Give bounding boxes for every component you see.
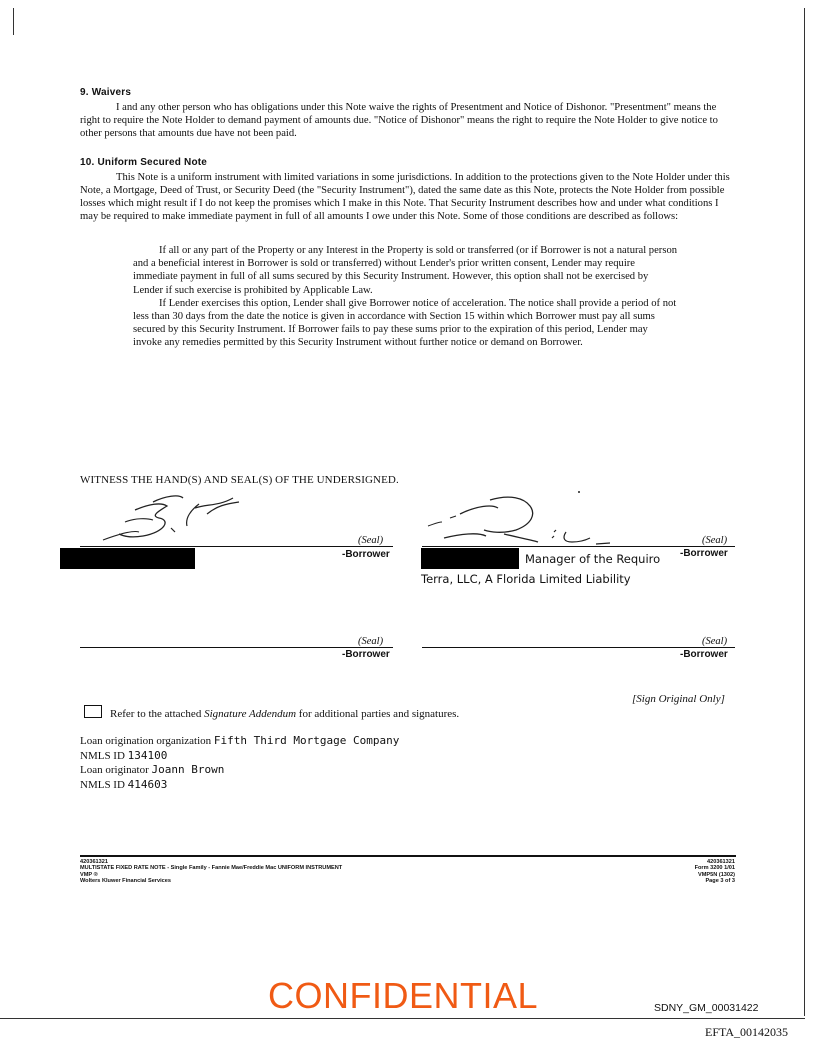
signature-line-right-top	[422, 546, 735, 547]
redaction-left	[60, 548, 195, 569]
section-9-text	[80, 101, 732, 140]
footer-left-vmp: VMP ®	[80, 871, 98, 878]
seal-label-right-bottom: (Seal)	[702, 636, 728, 647]
signature-line-right-bottom	[422, 647, 735, 648]
loan-originator-value: Joann Brown	[151, 763, 225, 777]
section-10-text	[80, 171, 732, 223]
witness-line: WITNESS THE HAND(S) AND SEAL(S) OF THE UNDERSIGNED.	[80, 474, 399, 486]
redaction-right	[421, 548, 519, 569]
nmls-originator-row	[80, 778, 399, 793]
section-9-heading: 9. Waivers	[80, 87, 132, 98]
footer-left-id: 420361321	[80, 859, 108, 865]
nmls-org-label: NMLS ID	[80, 749, 125, 762]
efta-number: EFTA_00142035	[705, 1025, 789, 1039]
signature-line-left-bottom	[80, 647, 393, 648]
quote-paragraph-1: If all or any part of the Property or any Interest in the Property is sold or transferred (or if Borrower is not a natural person and a beneficial interest in Borrower is sold or transferred) without Lender's prior written consent, Lender may require immediate payment in full of all sums secured by this Security Instrument. However, this option shall not be exercised by Lender if such exercise is prohibited by Applicable Law.	[133, 245, 678, 296]
footer-right	[695, 859, 735, 884]
signature-left-image	[95, 488, 255, 546]
addendum-italic: Signature Addendum	[204, 708, 297, 720]
footer-left-publisher: Wolters Kluwer Financial Services	[80, 877, 171, 884]
footer-right-id: 420361321	[707, 859, 735, 865]
footer-right-vmp: VMP5N (1302)	[698, 871, 735, 878]
borrower-label-right-bottom: -Borrower	[680, 649, 728, 660]
confidential-stamp: CONFIDENTIAL	[268, 975, 539, 1016]
nmls-originator-value: 414603	[127, 777, 168, 791]
nmls-org-value: 134100	[127, 748, 168, 762]
section-10-heading: 10. Uniform Secured Note	[80, 157, 208, 168]
footer-left-title: MULTISTATE FIXED RATE NOTE - Single Family - Fannie Mae/Freddie Mac UNIFORM INSTRUMENT	[80, 865, 343, 872]
addendum-prefix: Refer to the attached	[110, 708, 205, 720]
quote-paragraph-2: If Lender exercises this option, Lender shall give Borrower notice of acceleration. The notice shall provide a period of not less than 30 days from the date the notice is given in accordance with Section 15 within which Borrower must pay all sums secured by this Security Instrument. If Borrower fails to pay these sums prior to the expiration of this period, Lender may invoke any remedies permitted by this Security Instrument without further notice or demand on Borrower.	[133, 297, 677, 349]
section-10-quote	[133, 244, 678, 350]
seal-label-right-top: (Seal)	[702, 535, 728, 546]
seal-label-left-bottom: (Seal)	[358, 636, 384, 647]
bates-number: SDNY_GM_00031422	[654, 1002, 759, 1014]
footer-left	[80, 859, 342, 884]
addendum-suffix: for additional parties and signatures.	[296, 708, 460, 720]
borrower-label-left-top: -Borrower	[342, 549, 390, 560]
signature-right-image	[420, 492, 640, 550]
borrower-label-right-top: -Borrower	[680, 548, 728, 559]
right-margin-line	[804, 8, 805, 1016]
seal-label-left-top: (Seal)	[358, 535, 384, 546]
loan-originator-row	[80, 763, 399, 778]
signature-addendum-checkbox[interactable]	[84, 705, 102, 718]
footer-right-form: Form 3200 1/01	[694, 865, 735, 872]
loan-org-label: Loan origination organization	[80, 735, 212, 747]
addendum-text	[110, 708, 459, 720]
bottom-border-line	[0, 1018, 805, 1019]
signature-line-left-top	[80, 546, 393, 547]
section-10-paragraph: This Note is a uniform instrument with limited variations in some jurisdictions. In addition to the protections given to the Note Holder under this Note, a Mortgage, Deed of Trust, or Security Deed (the "Security Instrument"), dated the same date as this Note, protects the Note Holder from possible losses which might result if I do not keep the promises which I make in this Note. That Security Instrument describes how and under what conditions I may be required to make immediate payment in full of all amounts I owe under this Note. Some of those conditions are described as follows:	[80, 172, 730, 223]
nmls-originator-label: NMLS ID	[80, 778, 125, 791]
signature-dot	[578, 491, 580, 493]
loan-info	[80, 734, 399, 792]
section-9-paragraph: I and any other person who has obligations under this Note waive the rights of Presentment and Notice of Dishonor. "Presentment" means the right to require the Note Holder to demand payment of amounts due. "Notice of Dishonor" means the right to require the Note Holder to give notice to other persons that amounts due have not been paid.	[80, 102, 718, 140]
nmls-org-row	[80, 749, 399, 764]
left-margin-mark	[13, 8, 14, 35]
footer-rule	[80, 855, 736, 857]
loan-org-row	[80, 734, 399, 749]
loan-originator-label: Loan originator	[80, 764, 149, 777]
borrower-label-left-bottom: -Borrower	[342, 649, 390, 660]
loan-org-value: Fifth Third Mortgage Company	[213, 734, 400, 747]
manager-title-line-1: Manager of the Requiro	[525, 552, 661, 566]
manager-title-line-2: Terra, LLC, A Florida Limited Liability	[421, 572, 631, 586]
sign-original-note: [Sign Original Only]	[632, 693, 725, 705]
footer-right-page: Page 3 of 3	[705, 877, 735, 884]
